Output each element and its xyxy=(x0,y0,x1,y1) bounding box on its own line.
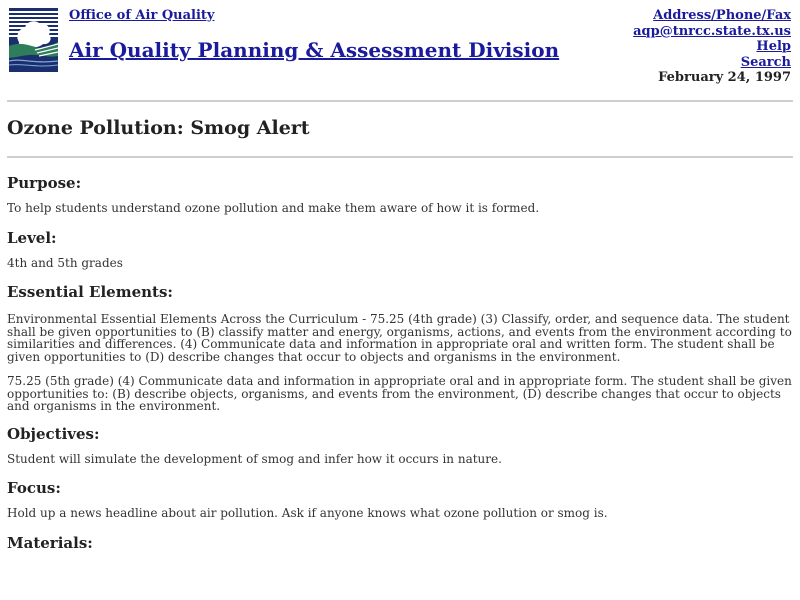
section-text: Environmental Essential Elements Across the Curriculum - 75.25 (4th grade) (3) Classify, order, and sequence data. The student shall be given opportunities to (B) classify matter and energy, organisms, actions, and events from the environment according to similarities and differences. (4) Communicate data and information in appropriate oral and written form. The student shall be given opportunities to (D) describe changes that occur to objects and organisms in the environment. xyxy=(7,312,792,364)
address-phone-fax-link[interactable]: Address/Phone/Fax xyxy=(653,8,791,23)
section-objectives xyxy=(7,423,793,466)
email-link[interactable]: aqp@tnrcc.state.tx.us xyxy=(633,23,791,39)
header-divider xyxy=(7,100,793,102)
section-level xyxy=(7,227,793,270)
help-link[interactable]: Help xyxy=(756,39,791,54)
section-purpose xyxy=(7,172,793,215)
section-text: Hold up a news headline about air pollution. Ask if anyone knows what ozone pollution or smog is. xyxy=(7,506,608,520)
page-title: Ozone Pollution: Smog Alert xyxy=(7,117,310,139)
section-focus xyxy=(7,477,793,520)
section-text: 75.25 (5th grade) (4) Communicate data and information in appropriate oral and in appropriate form. The student shall be given opportunities to: (B) describe objects, organisms, and events from the environment, (D) describe changes that occur to objects and organisms in the environment. xyxy=(7,374,792,413)
search-link[interactable]: Search xyxy=(740,54,791,70)
section-essential-elements xyxy=(7,281,793,413)
division-link[interactable]: Air Quality Planning & Assessment Division xyxy=(69,38,560,62)
section-text: To help students understand ozone pollution and make them aware of how it is formed. xyxy=(7,201,540,215)
section-heading: Essential Elements: xyxy=(7,283,173,301)
page-header xyxy=(0,0,800,100)
page-date: February 24, 1997 xyxy=(658,70,791,85)
header-contact-links xyxy=(633,8,791,86)
lesson-content xyxy=(7,172,793,554)
section-heading: Level: xyxy=(7,228,57,247)
section-heading: Purpose: xyxy=(7,174,82,192)
section-heading: Materials: xyxy=(7,533,93,552)
office-of-air-quality-link[interactable]: Office of Air Quality xyxy=(69,8,215,23)
tnrcc-landscape-logo-icon xyxy=(9,8,58,72)
section-heading: Focus: xyxy=(7,479,61,497)
section-heading: Objectives: xyxy=(7,424,100,443)
section-text: Student will simulate the development of smog and infer how it occurs in nature. xyxy=(7,451,502,466)
section-materials xyxy=(7,532,793,554)
agency-logo-link[interactable] xyxy=(9,8,58,72)
title-divider xyxy=(7,156,793,158)
section-text: 4th and 5th grades xyxy=(7,255,123,270)
